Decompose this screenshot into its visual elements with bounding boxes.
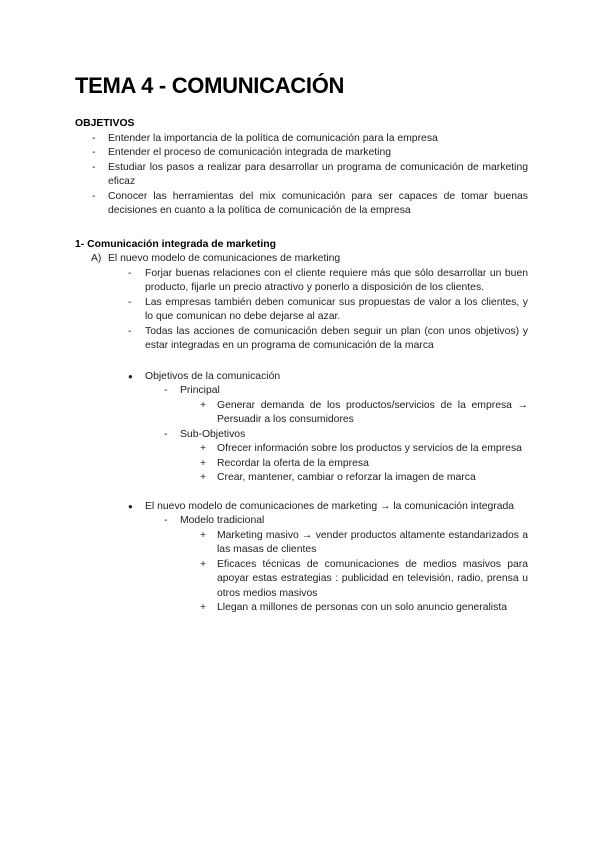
- dash-marker: -: [128, 267, 132, 279]
- item-text: Generar demanda de los productos/servicios de la empresa → Persuadir a los consumidores: [217, 399, 528, 425]
- dash-marker: -: [92, 190, 96, 202]
- objetivos-heading: OBJETIVOS: [75, 118, 135, 129]
- plus-marker: +: [200, 602, 207, 613]
- letter-marker: A): [91, 253, 102, 264]
- item-text: Crear, mantener, cambiar o reforzar la imagen de marca: [217, 472, 476, 483]
- list-item: [75, 428, 528, 443]
- plus-marker: +: [200, 558, 207, 570]
- dash-marker: -: [92, 147, 96, 158]
- dash-marker: -: [128, 325, 132, 337]
- list-item: [75, 190, 528, 219]
- plus-marker: +: [200, 529, 207, 541]
- dash-marker: -: [128, 296, 132, 308]
- list-item: [75, 296, 528, 325]
- dash-marker: -: [92, 161, 96, 173]
- list-item: [75, 442, 528, 457]
- item-text: Forjar buenas relaciones con el cliente requiere más que sólo desarrollar un buen producto, fijarle un precio atractivo y ponerlo a disposición de los clientes.: [145, 267, 528, 293]
- list-item: [75, 457, 528, 472]
- item-text: Conocer las herramientas del mix comunicación para ser capaces de tomar buenas decisiones en cuanto a la política de comunicación de la empresa: [108, 190, 528, 216]
- list-item: [75, 146, 528, 161]
- list-item: [75, 471, 528, 486]
- item-text: Ofrecer información sobre los productos y servicios de la empresa: [217, 443, 522, 454]
- list-item: [75, 500, 528, 515]
- plus-marker: +: [200, 472, 207, 483]
- list-item: [75, 529, 528, 558]
- plus-marker: +: [200, 399, 207, 411]
- item-text: Entender la importancia de la política de comunicación para la empresa: [108, 132, 438, 144]
- plus-marker: +: [200, 443, 207, 454]
- document-page: [75, 72, 528, 616]
- item-text: Las empresas también deben comunicar sus propuestas de valor a los clientes, y lo que comunican no debe dejarse al azar.: [145, 296, 528, 322]
- bullet-marker: ●: [128, 371, 133, 381]
- item-text: Eficaces técnicas de comunicaciones de medios masivos para apoyar estas estrategias : publicidad en televisión, radio, prensa u otros medios masivos: [217, 558, 528, 599]
- list-item: [75, 384, 528, 399]
- list-item: [75, 399, 528, 428]
- item-text: Marketing masivo → vender productos altamente estandarizados a las masas de clientes: [217, 529, 528, 555]
- item-text: Sub-Objetivos: [180, 428, 246, 440]
- item-text: Modelo tradicional: [180, 515, 265, 526]
- list-item: [75, 252, 528, 267]
- item-text: Objetivos de la comunicación: [145, 370, 281, 382]
- dash-marker: -: [164, 385, 168, 396]
- item-text: Todas las acciones de comunicación deben seguir un plan (con unos objetivos) y estar integradas en un programa de comunicación de la marca: [145, 325, 528, 351]
- section-heading: 1- Comunicación integrada de marketing: [75, 238, 276, 250]
- item-text: Entender el proceso de comunicación integrada de marketing: [108, 147, 392, 158]
- list-item: [75, 558, 528, 602]
- objetivos-list: [75, 132, 528, 219]
- item-text: Principal: [180, 385, 220, 396]
- item-text: Recordar la oferta de la empresa: [217, 457, 369, 469]
- list-item: [75, 514, 528, 529]
- item-text: El nuevo modelo de comunicaciones de marketing: [108, 253, 341, 264]
- list-item: [75, 325, 528, 354]
- item-text: Estudiar los pasos a realizar para desarrollar un programa de comunicación de marketing eficaz: [108, 161, 528, 187]
- dash-marker: -: [164, 515, 168, 526]
- page-title: TEMA 4 - COMUNICACIÓN: [75, 73, 345, 98]
- list-item: [75, 132, 528, 147]
- list-item: [75, 601, 528, 616]
- list-item: [75, 267, 528, 296]
- list-item: [75, 370, 528, 385]
- bullet-marker: ●: [128, 501, 133, 511]
- dash-marker: -: [164, 428, 168, 440]
- plus-marker: +: [200, 457, 207, 469]
- item-text: El nuevo modelo de comunicaciones de marketing → la comunicación integrada: [145, 500, 515, 512]
- dash-marker: -: [92, 132, 96, 144]
- list-item: [75, 161, 528, 190]
- item-text: Llegan a millones de personas con un solo anuncio generalista: [217, 602, 507, 613]
